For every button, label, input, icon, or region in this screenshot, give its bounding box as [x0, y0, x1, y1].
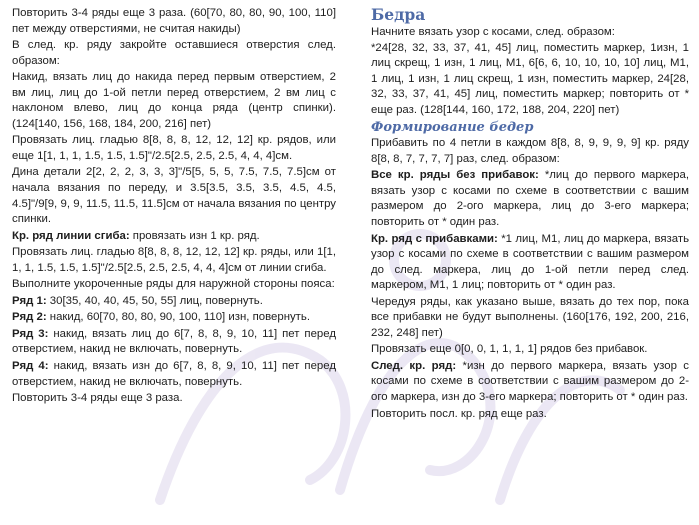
- increase-row-label: Кр. ряд с прибавками:: [371, 232, 498, 245]
- row-3-text: накид, вязать лиц до 6[7, 8, 8, 9, 10, 11] пет перед отверстием, накид не включать, повернуть.: [12, 327, 336, 356]
- row-4-text: накид, вязать изн до 6[7, 8, 8, 9, 10, 11] пет перед отверстием, накид не включать, повернуть.: [12, 360, 336, 388]
- paragraph: Повторить 3-4 ряды еще 3 раза.: [12, 392, 183, 405]
- fold-line-text: провязать изн 1 кр. ряд.: [129, 229, 260, 242]
- no-increase-rows-label: Все кр. ряды без прибавок:: [371, 169, 539, 182]
- no-increase-rows-instruction: [371, 168, 689, 230]
- no-increase-rows-text: *лиц до первого маркера, вязать узор с косами по схеме в соответствии с вашим размером до 2-ого маркера, лиц до 3-его маркера; повторить от * один раз.: [371, 169, 689, 229]
- paragraph: *24[28, 32, 33, 37, 41, 45] лиц, поместить маркер, 1изн, 1 лиц скрещ, 1 изн, 1 лиц, М1, 6[6, 6, 10, 10, 10, 10] лиц, М1, 1 лиц, 1 изн, 1 лиц скрещ, 1 изн, поместить маркер, 24[28, 32, 33, 37, 41, 45] лиц, поместить маркер; повторить от * еще раз. (128[144, 160, 172, 188, 204, 220] пет): [371, 41, 689, 116]
- next-row-instruction: [371, 359, 689, 406]
- paragraph: Прибавить по 4 петли в каждом 8[8, 8, 9, 9, 9, 9] кр. ряду 8[8, 8, 7, 7, 7, 7] раз, след. образом:: [371, 137, 689, 165]
- paragraph: Провязать лиц. гладью 8[8, 8, 8, 12, 12, 12] кр. рядов, или еще 1[1, 1, 1, 1.5, 1.5, 1.5]"/2.5[2.5, 2.5, 2.5, 4, 4, 4]см.: [12, 134, 336, 162]
- row-3-instruction: [12, 327, 336, 358]
- paragraph: Повторить 3-4 ряды еще 3 раза. (60[70, 80, 80, 90, 100, 110] пет между отверстиями, не считая накиды): [12, 7, 336, 35]
- row-2-text: накид, 60[70, 80, 80, 90, 100, 110] изн, повернуть.: [46, 311, 310, 324]
- section-title-hips: Бедра: [371, 5, 426, 24]
- right-column: [371, 6, 689, 422]
- row-2-instruction: [12, 310, 336, 326]
- row-4-instruction: [12, 359, 336, 390]
- next-row-text: *изн до первого маркера, вязать узор с косами по схеме в соответствии с вашим размером до 2-ого маркера, изн до 3-его маркера; повторить от * один раз.: [371, 359, 689, 404]
- paragraph: Выполните укороченные ряды для наружной стороны пояса:: [12, 278, 335, 291]
- paragraph: Начните вязать узор с косами, след. образом:: [371, 26, 615, 38]
- increase-row-instruction: [371, 232, 689, 294]
- row-1-text: 30[35, 40, 40, 45, 50, 55] лиц, повернуть.: [46, 294, 263, 307]
- paragraph: Повторить посл. кр. ряд еще раз.: [371, 407, 547, 420]
- fold-line-label: Кр. ряд линии сгиба:: [12, 229, 130, 242]
- row-3-label: Ряд 3:: [12, 327, 49, 340]
- left-column: [12, 6, 336, 407]
- subsection-title-hip-shaping: Формирование бедер: [371, 120, 534, 136]
- paragraph: Провязать лиц. гладью 8[8, 8, 8, 12, 12, 12] кр. ряды, или 1[1, 1, 1, 1.5, 1.5, 1.5]"/2.5[2.5, 2.5, 2.5, 4, 4, 4]см от линии сгиба.: [12, 246, 336, 274]
- fold-line-instruction: [12, 229, 336, 245]
- row-1-instruction: [12, 294, 336, 310]
- row-1-label: Ряд 1:: [12, 294, 47, 307]
- paragraph: В след. кр. ряду закройте оставшиеся отверстия след. образом:: [12, 39, 336, 67]
- row-4-label: Ряд 4:: [12, 360, 49, 373]
- paragraph: Дина детали 2[2, 2, 2, 3, 3, 3]"/5[5, 5, 5, 7.5, 7.5, 7.5]см от начала вязания по переду, и 3.5[3.5, 3.5, 3.5, 4.5, 4.5, 4.5]"/9[9, 9, 9, 11.5, 11.5, 11.5]см от начала вязания по центру спинки.: [12, 166, 336, 226]
- row-2-label: Ряд 2:: [12, 311, 47, 324]
- increase-row-text: *1 лиц, М1, лиц до маркера, вязать узор с косами по схеме в соответствии с вашим размером до след. маркера, лиц до 1-ой петли перед след. маркером, М1, 1 лиц; повторить от * один раз.: [371, 232, 690, 292]
- paragraph: Накид, вязать лиц до накида перед первым отверстием, 2 вм лиц, лиц до 1-ой петли перед отверстием, 2 вм лиц с наклоном влево, лиц до конца ряда (центр спинки). (124[140, 156, 168, 184, 200, 216] пет): [12, 71, 336, 130]
- paragraph: Чередуя ряды, как указано выше, вязать до тех пор, пока все прибавки не будут выполнены. (160[176, 192, 200, 216, 232, 248] пет): [371, 295, 689, 339]
- next-row-label: След. кр. ряд:: [371, 359, 457, 372]
- paragraph: Провязать еще 0[0, 0, 1, 1, 1, 1] рядов без прибавок.: [371, 343, 648, 356]
